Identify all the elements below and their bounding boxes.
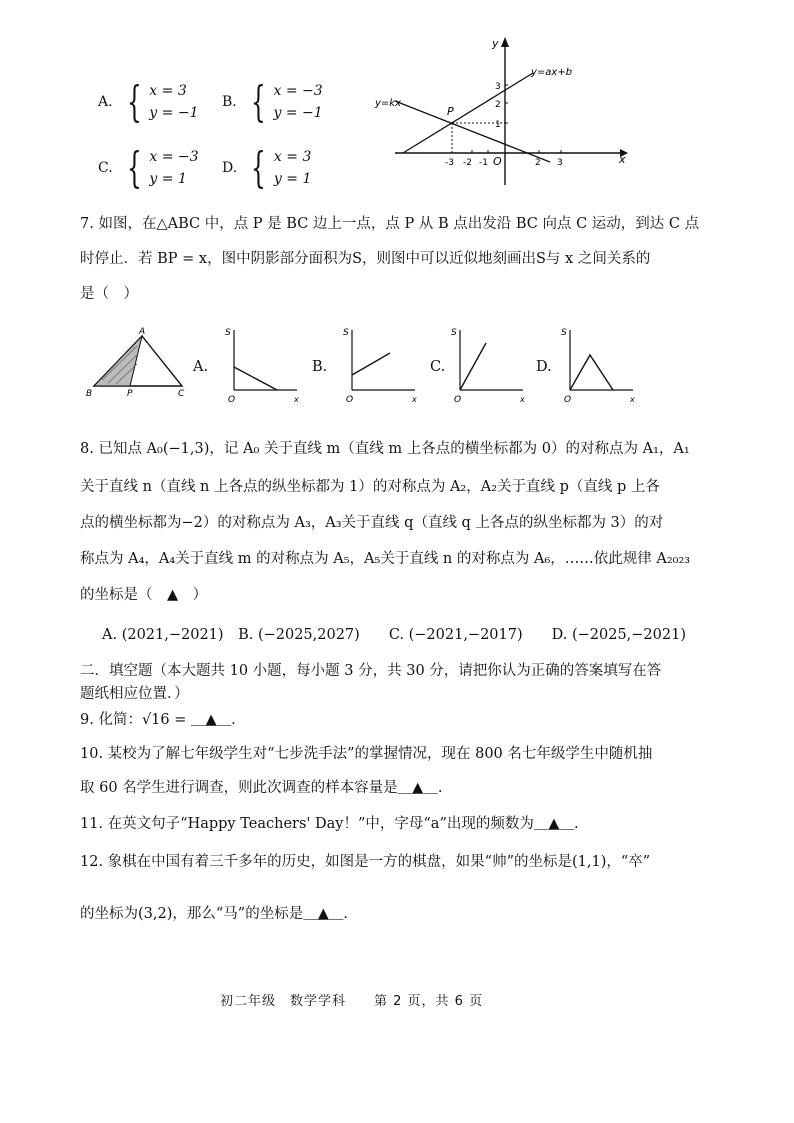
q7-graph-c [448, 325, 528, 405]
svg-text:O: O [346, 395, 354, 405]
q12-line1: 12. 象棋在中国有着三千多年的历史，如图是一方的棋盘，如果“帅”的坐标是(1,1)，“卒” [80, 854, 651, 870]
svg-text:O: O [454, 395, 462, 405]
svg-text:x: x [412, 395, 417, 404]
svg-text:x: x [520, 395, 525, 404]
vertex-c: C [178, 389, 185, 399]
q7-triangle-figure [82, 328, 192, 403]
q11-text: 11. 在英文句子“Happy Teachers' Day！”中，字母“a”出现的频数为＿▲＿. [80, 816, 579, 832]
line1-label: y=ax+b [531, 67, 573, 78]
line2-label: y=kx [375, 98, 402, 109]
y-axis-label: y [492, 37, 499, 50]
point-p-label: P [447, 105, 454, 118]
option-label: C. [98, 160, 113, 176]
vertex-p: P [127, 389, 133, 399]
y-tick: 2 [495, 100, 501, 110]
svg-text:S: S [225, 328, 231, 338]
svg-text:O: O [228, 395, 236, 405]
q8-options: A. (2021,−2021) B. (−2025,2027) C. (−2021,−2017) D. (−2025,−2021) [102, 627, 686, 643]
svg-text:S: S [561, 328, 567, 338]
q7-line1: 7. 如图，在△ABC 中，点 P 是 BC 边上一点，点 P 从 B 点出发沿 BC 向点 C 运动，到达 C 点 [80, 216, 700, 232]
y-tick: 1 [495, 120, 501, 130]
q7-option-d-label: D. [536, 359, 552, 375]
x-tick: 3 [557, 158, 563, 168]
q7-option-b-label: B. [312, 359, 328, 375]
origin-label: O [493, 155, 502, 168]
page-footer: 初二年级 数学学科 第 2 页，共 6 页 [220, 994, 484, 1009]
q8-line2: 关于直线 n（直线 n 上各点的纵坐标都为 1）的对称点为 A₂，A₂关于直线 p（直线 p 上各 [80, 479, 660, 495]
section2-line1: 二．填空题（本大题共 10 小题，每小题 3 分，共 30 分，请把你认为正确的答案填写在答 [80, 663, 662, 679]
svg-text:S: S [451, 328, 457, 338]
q8-line3: 点的横坐标都为−2）的对称点为 A₃，A₃关于直线 q（直线 q 上各点的纵坐标都为 3）的对 [80, 515, 664, 531]
option-label: B. [222, 94, 237, 110]
y-tick: 3 [495, 82, 501, 92]
q10-line2: 取 60 名学生进行调查，则此次调查的样本容量是＿▲＿. [80, 780, 443, 796]
option-label: D. [222, 160, 238, 176]
q8-line1: 8. 已知点 A₀(−1,3)，记 A₀ 关于直线 m（直线 m 上各点的横坐标都为 0）的对称点为 A₁，A₁ [80, 441, 690, 457]
q7-option-a-label: A. [193, 359, 209, 375]
q7-graph-d [558, 325, 638, 405]
q9-text: 9. 化简：√16 = ＿▲＿. [80, 712, 236, 728]
x-tick: -2 [463, 158, 472, 168]
svg-text:x: x [294, 395, 299, 404]
q6-option-a: A. { x = 3 y = −1 [98, 77, 199, 127]
q7-option-c-label: C. [430, 359, 446, 375]
q10-line1: 10. 某校为了解七年级学生对“七步洗手法”的掌握情况，现在 800 名七年级学生中随机抽 [80, 746, 653, 762]
q7-graph-b [340, 325, 420, 405]
q7-line2: 时停止．若 BP = x，图中阴影部分面积为S，则图中可以近似地刻画出S与 x 之间关系的 [80, 251, 651, 267]
q12-line2: 的坐标为(3,2)，那么“马”的坐标是＿▲＿. [80, 906, 348, 922]
q8-line4: 称点为 A₄，A₄关于直线 m 的对称点为 A₅，A₅关于直线 n 的对称点为 A₆，……依此规律 A₂₀₂₃ [80, 551, 691, 567]
vertex-b: B [86, 389, 93, 399]
q8-line5: 的坐标是（ ▲ ） [80, 587, 208, 603]
section2-line2: 题纸相应位置．） [80, 686, 189, 702]
x-axis-label: x [619, 153, 626, 166]
x-tick: 2 [535, 158, 541, 168]
q6-option-d: D. { x = 3 y = 1 [222, 143, 312, 193]
svg-text:O: O [564, 395, 572, 405]
vertex-a: A [139, 327, 146, 337]
q6-option-b: B. { x = −3 y = −1 [222, 77, 323, 127]
q6-option-c: C. { x = −3 y = 1 [98, 143, 199, 193]
q7-graph-a [222, 325, 302, 405]
q6-coordinate-graph [375, 35, 635, 195]
x-tick: -3 [445, 158, 454, 168]
q7-line3: 是（ ） [80, 286, 138, 302]
svg-text:S: S [343, 328, 349, 338]
option-label: A. [98, 94, 113, 110]
svg-text:x: x [630, 395, 635, 404]
x-tick: -1 [479, 158, 488, 168]
